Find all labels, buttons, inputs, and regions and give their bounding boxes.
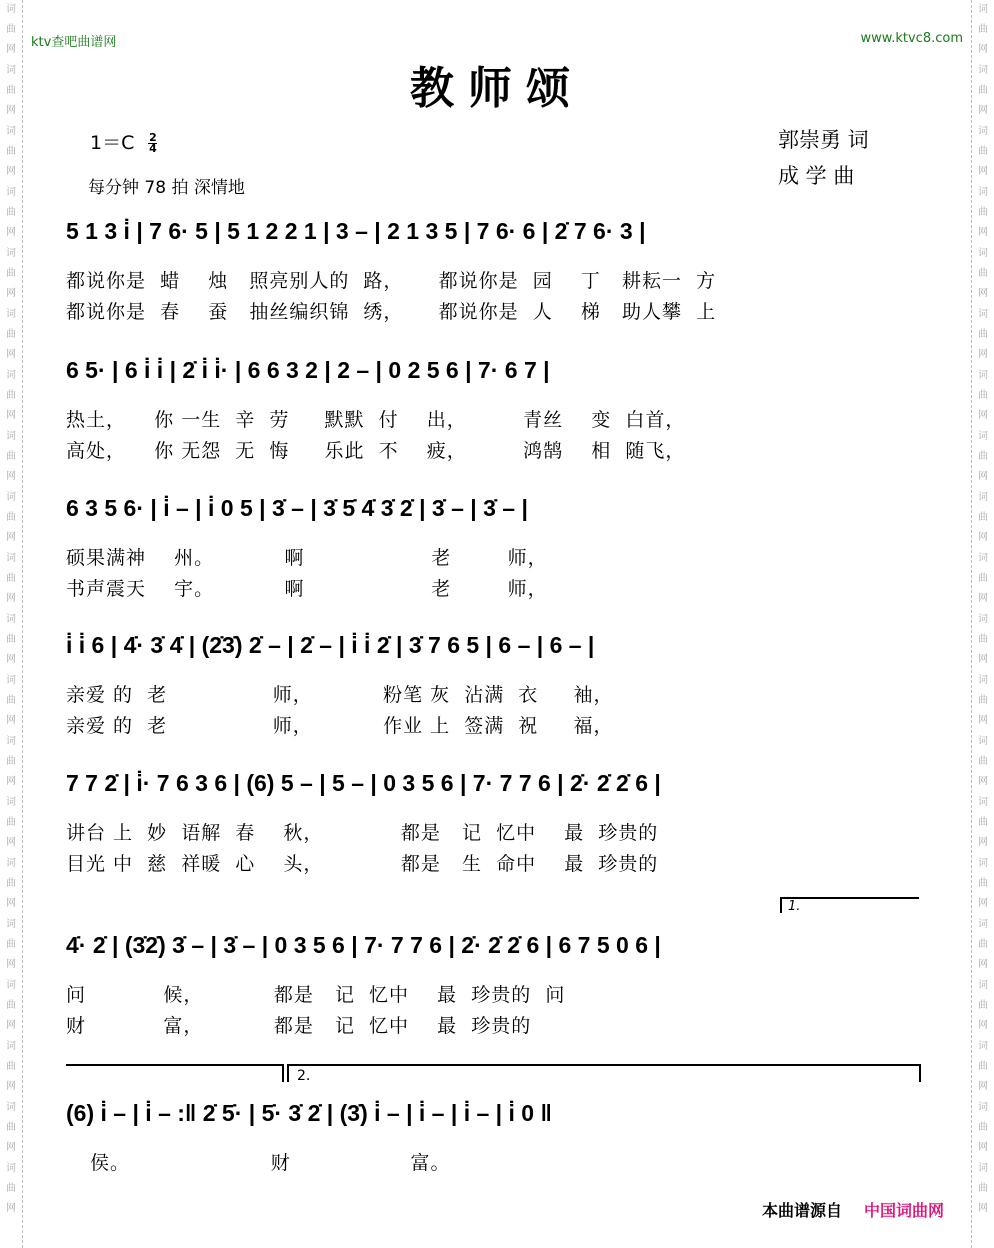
watermark-glyph: 网 [6,288,16,299]
watermark-group [972,976,994,1036]
right-watermark-strip [971,0,994,1248]
notation-row: 4̇· 2̇ | (3̇2̇) 3̇ – | 3̇ – | 0 3 5 6 | 7· 7 7 6 | 2̇· 2̇ 2̇ 6 | 6 7 5 0 6 | [66,932,661,958]
watermark-glyph: 曲 [978,512,988,523]
watermark-group [972,244,994,304]
watermark-glyph: 曲 [6,573,16,584]
watermark-glyph: 网 [978,898,988,909]
watermark-group [0,610,22,670]
watermark-glyph: 词 [6,675,16,686]
watermark-group [0,671,22,731]
watermark-glyph: 网 [978,959,988,970]
watermark-glyph: 词 [6,797,16,808]
watermark-glyph: 网 [978,1142,988,1153]
lyric-verse-1: 问 候， 都是 记 忆中 最 珍贵的 问 [66,984,566,1006]
watermark-glyph: 曲 [6,268,16,279]
watermark-glyph: 词 [978,4,988,15]
lyric-verse-2: 亲爱 的 老 师， 作业 上 签满 祝 福， [66,715,614,737]
watermark-glyph: 词 [6,980,16,991]
watermark-glyph: 词 [978,675,988,686]
watermark-glyph: 曲 [6,207,16,218]
watermark-glyph: 词 [6,126,16,137]
volta-2-label: 2. [297,1068,311,1084]
watermark-glyph: 网 [978,410,988,421]
watermark-glyph: 网 [978,166,988,177]
watermark-group [972,549,994,609]
watermark-glyph: 词 [6,553,16,564]
watermark-glyph: 网 [6,471,16,482]
watermark-group [972,183,994,243]
watermark-glyph: 词 [978,1163,988,1174]
watermark-glyph: 词 [978,370,988,381]
watermark-glyph: 网 [6,654,16,665]
watermark-glyph: 曲 [6,695,16,706]
watermark-group [0,122,22,182]
watermark-glyph: 曲 [978,451,988,462]
watermark-group [972,915,994,975]
lyric-verse-1: 都说你是 蜡 烛 照亮别人的 路， 都说你是 园 丁 耕耘一 方 [66,270,717,292]
watermark-glyph: 曲 [6,85,16,96]
watermark-glyph: 词 [978,980,988,991]
watermark-glyph: 词 [978,858,988,869]
watermark-glyph: 网 [6,44,16,55]
watermark-glyph: 网 [978,1203,988,1214]
watermark-group [972,854,994,914]
watermark-glyph: 网 [978,776,988,787]
watermark-glyph: 词 [978,797,988,808]
watermark-group [0,1037,22,1097]
site-name-left[interactable]: ktv查吧曲谱网 [31,35,117,50]
watermark-glyph: 网 [6,959,16,970]
watermark-glyph: 曲 [6,634,16,645]
watermark-glyph: 网 [6,1203,16,1214]
watermark-glyph: 网 [978,654,988,665]
watermark-group [0,1159,22,1219]
source-footer [762,1198,944,1221]
watermark-glyph: 词 [6,1163,16,1174]
watermark-group [972,1098,994,1158]
notation-row: i̇ i̇ 6 | 4̇· 3̇ 4̇ | (2̇3̇) 2̇ – | 2̇ – | i̇ i̇ 2̇ | 3̇ 7 6 5 | 6 – | 6 – | [66,632,595,658]
watermark-glyph: 网 [978,837,988,848]
watermark-glyph: 曲 [978,817,988,828]
watermark-glyph: 曲 [978,146,988,157]
watermark-glyph: 网 [978,44,988,55]
watermark-glyph: 网 [978,715,988,726]
watermark-glyph: 词 [978,614,988,625]
lyric-verse-2: 目光 中 慈 祥暖 心 头， 都是 生 命中 最 珍贵的 [66,853,659,875]
song-title: 教师颂 [410,63,584,114]
watermark-group [0,0,22,60]
watermark-group [972,366,994,426]
watermark-group [972,0,994,60]
site-url-right[interactable]: www.ktvc8.com [860,31,963,46]
lyricist-credit: 郭崇勇 词 [778,128,869,152]
key-signature [90,128,157,155]
watermark-glyph: 词 [978,1041,988,1052]
watermark-glyph: 词 [978,1102,988,1113]
watermark-group [972,427,994,487]
watermark-group [972,122,994,182]
notation-row: 5 1 3 i̇ | 7 6· 5 | 5 1 2 2 1 | 3 – | 2 1 3 5 | 7 6· 6 | 2̇ 7 6· 3 | [66,218,646,244]
watermark-glyph: 网 [6,166,16,177]
watermark-glyph: 网 [6,1142,16,1153]
watermark-glyph: 网 [978,227,988,238]
watermark-group [972,793,994,853]
watermark-glyph: 曲 [6,1183,16,1194]
lyric-verse-1: 亲爱 的 老 师， 粉笔 灰 沾满 衣 袖， [66,684,614,706]
watermark-glyph: 网 [6,105,16,116]
watermark-glyph: 词 [6,1041,16,1052]
watermark-glyph: 词 [6,919,16,930]
watermark-glyph: 词 [6,309,16,320]
watermark-glyph: 曲 [978,573,988,584]
watermark-glyph: 曲 [978,1000,988,1011]
watermark-glyph: 曲 [978,695,988,706]
watermark-glyph: 网 [6,532,16,543]
watermark-glyph: 词 [6,614,16,625]
watermark-group [0,366,22,426]
watermark-glyph: 词 [6,858,16,869]
watermark-glyph: 曲 [978,939,988,950]
lyric-verse-1: 侯。 财 富。 [90,1152,451,1174]
watermark-glyph: 曲 [6,817,16,828]
watermark-glyph: 曲 [6,512,16,523]
watermark-glyph: 词 [978,65,988,76]
watermark-group [0,732,22,792]
watermark-glyph: 曲 [978,85,988,96]
watermark-glyph: 词 [6,736,16,747]
watermark-glyph: 网 [6,227,16,238]
watermark-glyph: 曲 [978,1183,988,1194]
watermark-group [0,305,22,365]
source-label: 本曲谱源自 [762,1201,843,1220]
watermark-glyph: 词 [978,248,988,259]
watermark-glyph: 词 [978,187,988,198]
volta-1-label: 1. [788,899,801,914]
watermark-glyph: 网 [978,1081,988,1092]
watermark-glyph: 网 [6,410,16,421]
watermark-glyph: 曲 [6,451,16,462]
watermark-glyph: 词 [978,492,988,503]
watermark-group [0,427,22,487]
watermark-glyph: 词 [978,553,988,564]
watermark-group [0,854,22,914]
watermark-glyph: 曲 [978,329,988,340]
watermark-glyph: 曲 [978,390,988,401]
watermark-glyph: 词 [978,309,988,320]
notation-row: 7 7 2̇ | i̇· 7 6 3 6 | (6) 5 – | 5 – | 0 3 5 6 | 7· 7 7 6 | 2̇· 2̇ 2̇ 6 | [66,770,661,796]
watermark-glyph: 网 [978,1020,988,1031]
watermark-glyph: 曲 [6,878,16,889]
time-signature: $\frac{2}{4}$ [149,131,157,155]
notation-row: 6 3 5 6· | i̇ – | i̇ 0 5 | 3̇ – | 3̇ 5̇ 4̇ 3̇ 2̇ | 3̇ – | 3̇ – | [66,495,528,521]
watermark-glyph: 网 [6,1081,16,1092]
volta-bracket-1 [780,897,919,913]
watermark-group [0,549,22,609]
watermark-glyph: 网 [978,105,988,116]
watermark-group [972,305,994,365]
watermark-glyph: 曲 [6,756,16,767]
watermark-group [972,1159,994,1219]
watermark-glyph: 曲 [6,939,16,950]
watermark-group [0,183,22,243]
lyric-verse-1: 讲台 上 妙 语解 春 秋， 都是 记 忆中 最 珍贵的 [66,822,659,844]
watermark-glyph: 曲 [978,878,988,889]
watermark-group [972,671,994,731]
watermark-glyph: 词 [6,492,16,503]
watermark-glyph: 网 [978,288,988,299]
lyric-verse-2: 书声震天 宇。 啊 老 师， [66,578,548,600]
key-label: 1＝C [90,132,135,154]
watermark-glyph: 词 [6,1102,16,1113]
watermark-glyph: 曲 [6,24,16,35]
watermark-group [0,793,22,853]
watermark-glyph: 词 [6,431,16,442]
watermark-glyph: 曲 [6,1000,16,1011]
notation-row: 6 5· | 6 i̇ i̇ | 2̇ i̇ i̇· | 6 6 3 2 | 2 – | 0 2 5 6 | 7· 6 7 | [66,357,550,383]
watermark-glyph: 曲 [978,1122,988,1133]
watermark-glyph: 网 [6,837,16,848]
watermark-group [0,915,22,975]
lyric-verse-1: 硕果满神 州。 啊 老 师， [66,547,548,569]
watermark-glyph: 曲 [6,1122,16,1133]
watermark-glyph: 网 [6,593,16,604]
lyric-verse-2: 高处， 你 无怨 无 悔 乐此 不 疲， 鸿鹄 相 随飞， [66,440,686,462]
watermark-glyph: 词 [978,736,988,747]
watermark-group [972,732,994,792]
volta-1-continuation [66,1064,284,1082]
lyric-verse-1: 热土， 你 一生 辛 劳 默默 付 出， 青丝 变 白首， [66,409,686,431]
watermark-glyph: 曲 [6,1061,16,1072]
watermark-glyph: 词 [978,126,988,137]
watermark-glyph: 词 [6,65,16,76]
watermark-glyph: 曲 [6,146,16,157]
lyric-verse-2: 都说你是 春 蚕 抽丝编织锦 绣， 都说你是 人 梯 助人攀 上 [66,301,717,323]
watermark-glyph: 网 [6,898,16,909]
watermark-glyph: 词 [6,370,16,381]
watermark-glyph: 网 [6,776,16,787]
watermark-glyph: 网 [978,349,988,360]
left-watermark-strip [0,0,23,1248]
watermark-glyph: 曲 [978,634,988,645]
watermark-glyph: 曲 [978,756,988,767]
watermark-glyph: 曲 [6,329,16,340]
watermark-glyph: 网 [6,715,16,726]
watermark-glyph: 曲 [978,268,988,279]
notation-row: (6) i̇ – | i̇ – :‖ 2̇ 5̇· | 5̇· 3̇ 2̇ | (3̇) i̇ – | i̇ – | i̇ – | i̇ 0 ‖ [66,1100,552,1126]
watermark-glyph: 曲 [978,24,988,35]
watermark-glyph: 网 [6,1020,16,1031]
watermark-glyph: 网 [978,532,988,543]
watermark-glyph: 词 [6,187,16,198]
tempo-marking: 每分钟 78 拍 深情地 [88,178,245,198]
volta-bracket-2 [287,1064,921,1082]
watermark-glyph: 曲 [978,1061,988,1072]
watermark-glyph: 词 [6,248,16,259]
watermark-glyph: 网 [6,349,16,360]
watermark-group [0,976,22,1036]
watermark-glyph: 网 [978,593,988,604]
watermark-group [972,610,994,670]
watermark-group [972,1037,994,1097]
source-brand-link[interactable]: 中国词曲网 [864,1201,945,1220]
watermark-glyph: 词 [978,431,988,442]
watermark-group [0,488,22,548]
watermark-glyph: 网 [978,471,988,482]
watermark-group [972,488,994,548]
watermark-glyph: 曲 [6,390,16,401]
composer-credit: 成 学 曲 [778,164,855,188]
lyric-verse-2: 财 富， 都是 记 忆中 最 珍贵的 [66,1015,532,1037]
watermark-group [0,1098,22,1158]
watermark-group [0,244,22,304]
watermark-glyph: 曲 [978,207,988,218]
watermark-glyph: 词 [978,919,988,930]
watermark-glyph: 词 [6,4,16,15]
